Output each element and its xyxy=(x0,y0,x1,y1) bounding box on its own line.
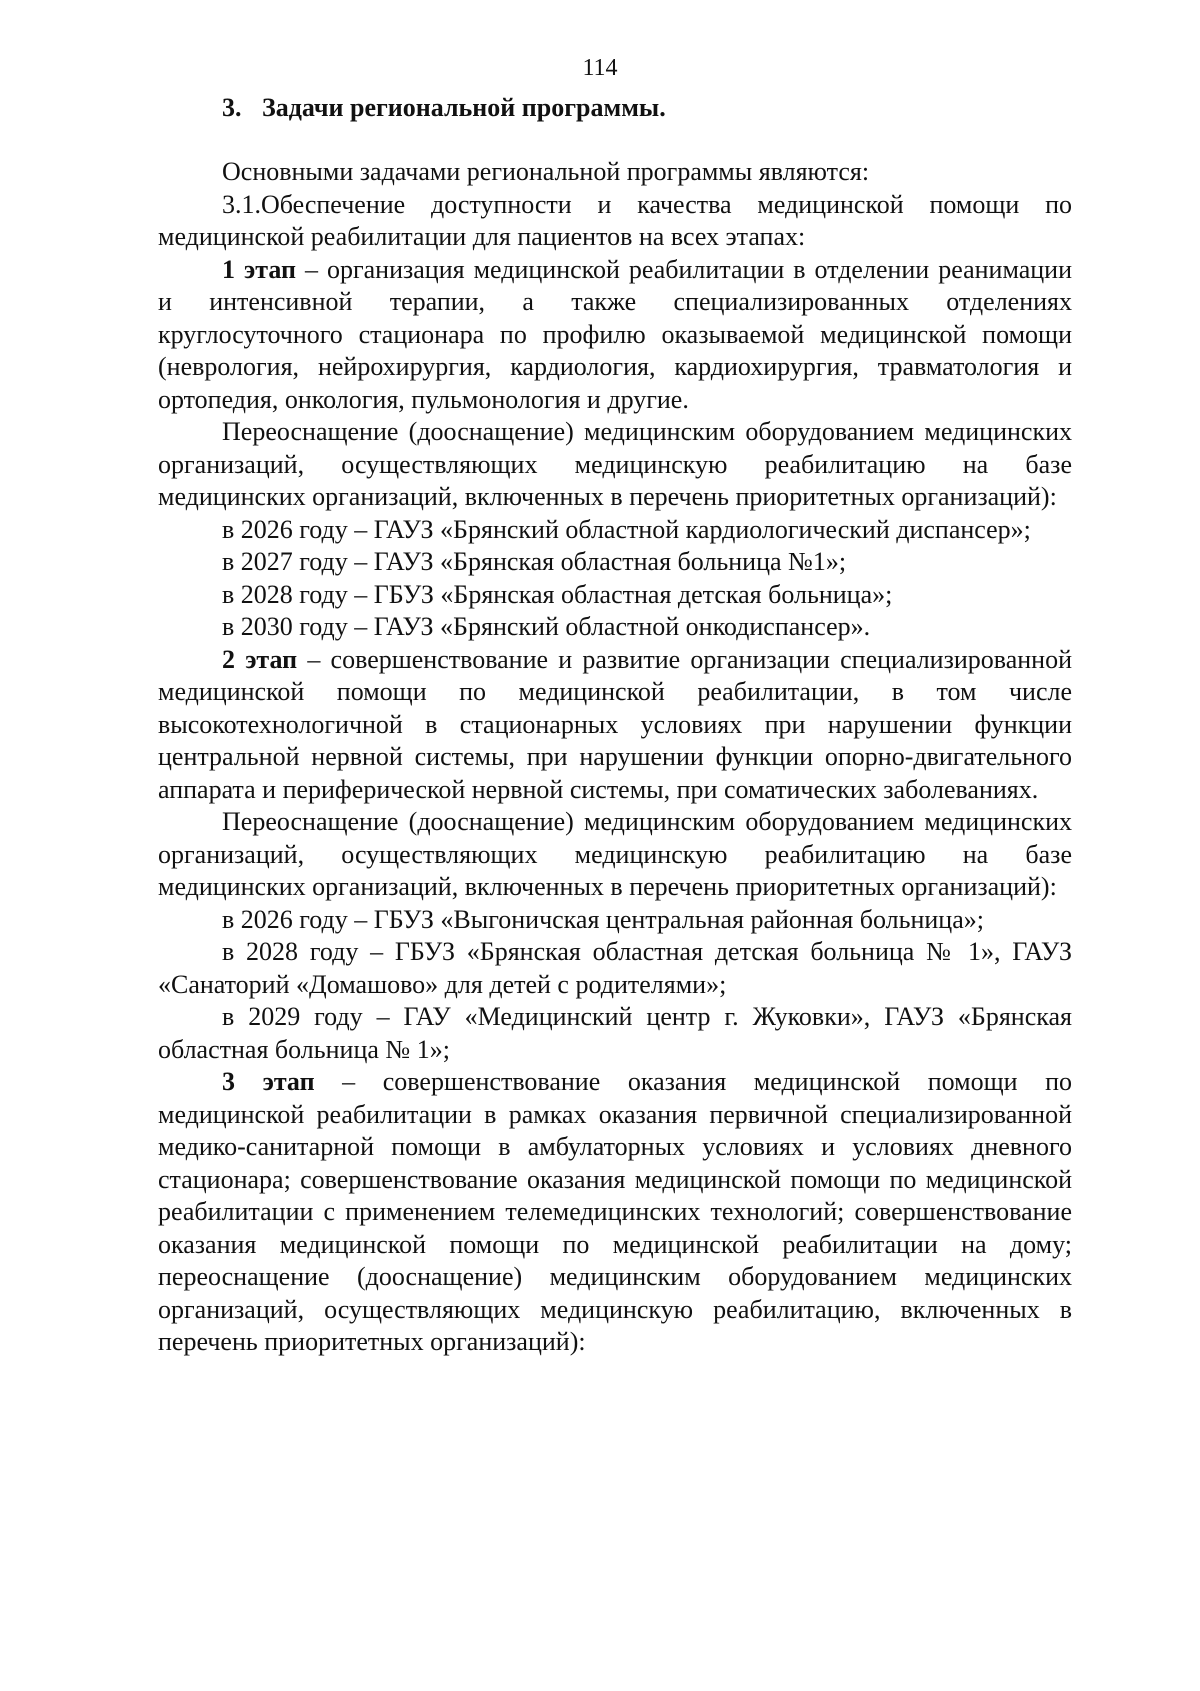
paragraph-bold-lead: 3 этап xyxy=(222,1067,315,1096)
paragraph xyxy=(158,806,1072,904)
paragraph-bold-lead: 2 этап xyxy=(222,644,298,674)
paragraph xyxy=(158,156,1072,189)
section-number: 3. xyxy=(222,93,242,122)
paragraph-text: – совершенствование и развитие организации специализированной медицинской помощи по медицинской реабилитации, в том числе высокотехнологичной в стационарных условиях при нарушении функции центральной нервной системы, при нарушении функции опорно-двигательного аппарата и периферической нервной системы, при соматических заболеваниях. xyxy=(158,644,1072,804)
paragraph-text: в 2028 году – ГБУЗ «Брянская областная детская больница»; xyxy=(222,579,893,609)
page-number: 114 xyxy=(582,55,618,81)
paragraph xyxy=(158,644,1072,807)
paragraph xyxy=(158,514,1072,547)
paragraph-text: в 2029 году – ГАУ «Медицинский центр г. Жуковки», ГАУЗ «Брянская областная больница № 1»; xyxy=(158,1002,1072,1064)
paragraph xyxy=(158,189,1072,254)
paragraph-text: в 2026 году – ГБУЗ «Выгоничская центральная районная больница»; xyxy=(222,904,984,934)
paragraph xyxy=(158,579,1072,612)
paragraph xyxy=(158,254,1072,417)
paragraph-text: – организация медицинской реабилитации в отделении реанимации и интенсивной терапии, а также специализированных отделениях круглосуточного стационара по профилю оказываемой медицинской помощи (неврология, нейрохирургия, кардиология, кардиохирургия, травматология и ортопедия, онкология, пульмонология и другие. xyxy=(158,254,1072,414)
paragraph-text: в 2028 году – ГБУЗ «Брянская областная детская больница № 1», ГАУЗ «Санаторий «Домашово» для детей с родителями»; xyxy=(158,937,1072,999)
paragraph-text: Основными задачами региональной программы являются: xyxy=(222,157,870,186)
paragraph-text: в 2027 году – ГАУЗ «Брянская областная больница №1»; xyxy=(222,547,847,576)
section-title: Задачи региональной программы. xyxy=(262,93,666,122)
section-heading xyxy=(222,90,666,126)
paragraph xyxy=(158,546,1072,579)
paragraph-text: в 2026 году – ГАУЗ «Брянский областной кардиологический диспансер»; xyxy=(222,514,1031,544)
paragraph xyxy=(158,1066,1072,1359)
paragraph-text: в 2030 году – ГАУЗ «Брянский областной онкодиспансер». xyxy=(222,612,871,641)
paragraph xyxy=(158,416,1072,514)
paragraph xyxy=(158,904,1072,937)
paragraph xyxy=(158,936,1072,1001)
paragraph xyxy=(158,1001,1072,1066)
paragraph xyxy=(158,611,1072,644)
paragraph-text: Переоснащение (дооснащение) медицинским оборудованием медицинских организаций, осуществляющих медицинскую реабилитацию на базе медицинских организаций, включенных в перечень приоритетных организаций): xyxy=(158,417,1072,511)
paragraph-text: – совершенствование оказания медицинской помощи по медицинской реабилитации в рамках оказания первичной специализированной медико-санитарной помощи в амбулаторных условиях и условиях дневного стационара; совершенствование оказания медицинской помощи по медицинской реабилитации с применением телемедицинских технологий; совершенствование оказания медицинской помощи по медицинской реабилитации на дому; переоснащение (дооснащение) медицинским оборудованием медицинских организаций, осуществляющих медицинскую реабилитацию, включенных в перечень приоритетных организаций): xyxy=(158,1067,1073,1356)
body-text xyxy=(158,156,1072,1359)
paragraph-bold-lead: 1 этап xyxy=(222,254,296,284)
paragraph-text: 3.1.Обеспечение доступности и качества медицинской помощи по медицинской реабилитации для пациентов на всех этапах: xyxy=(158,189,1072,251)
paragraph-text: Переоснащение (дооснащение) медицинским оборудованием медицинских организаций, осуществляющих медицинскую реабилитацию на базе медицинских организаций, включенных в перечень приоритетных организаций): xyxy=(158,807,1072,901)
